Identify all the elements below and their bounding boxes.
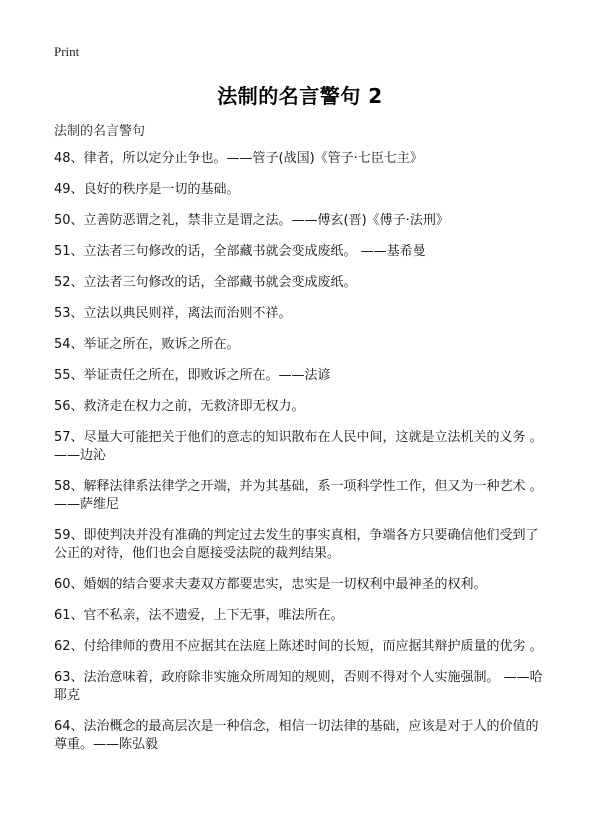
quote-item-51: 51、立法者三句修改的话，全部藏书就会变成废纸。 ——基希曼 bbox=[54, 244, 426, 259]
quote-item-58: 58、解释法律系法律学之开端，并为其基础，系一项科学性工作，但又为一种艺术 。 ——萨维尼 bbox=[54, 479, 543, 512]
quote-item-48: 48、律者，所以定分止争也。——管子(战国)《管子·七臣七主》 bbox=[54, 151, 423, 166]
quote-item-49: 49、良好的秩序是一切的基础。 bbox=[54, 182, 240, 197]
quote-item-63: 63、法治意味着，政府除非实施众所周知的规则，否则不得对个人实施强制。 ——哈耶克 bbox=[54, 670, 543, 703]
quote-item-53: 53、立法以典民则祥，离法而治则不祥。 bbox=[54, 306, 292, 321]
quote-item-55: 55、举证责任之所在，即败诉之所在。——法谚 bbox=[54, 368, 331, 383]
quote-item-62: 62、付给律师的费用不应据其在法庭上陈述时间的长短，而应据其辩护质量的优劣 。 bbox=[54, 639, 543, 654]
page-title: 法制的名言警句 2 bbox=[217, 84, 383, 108]
quote-item-61: 61、官不私亲，法不遗爱，上下无事，唯法所在。 bbox=[54, 608, 344, 623]
print-label: Print bbox=[54, 44, 80, 59]
quote-item-54: 54、举证之所在，败诉之所在。 bbox=[54, 337, 240, 352]
quote-item-59: 59、即使判决并没有准确的判定过去发生的事实真相，争端各方只要确信他们受到了公正的对待，他们也会自愿接受法院的裁判结果。 bbox=[54, 528, 539, 561]
quote-item-57: 57、尽量大可能把关于他们的意志的知识散布在人民中间，这就是立法机关的义务 。 ——边沁 bbox=[54, 430, 543, 463]
quote-item-64: 64、法治概念的最高层次是一种信念，相信一切法律的基础，应该是对于人的价值的尊重。——陈弘毅 bbox=[54, 719, 539, 752]
quote-item-56: 56、救济走在权力之前，无救济即无权力。 bbox=[54, 399, 305, 414]
quote-item-52: 52、立法者三句修改的话，全部藏书就会变成废纸。 bbox=[54, 275, 357, 290]
quote-item-60: 60、婚姻的结合要求夫妻双方都要忠实，忠实是一切权利中最神圣的权利。 bbox=[54, 577, 487, 592]
quote-list bbox=[54, 150, 550, 767]
quote-item-50: 50、立善防恶谓之礼，禁非立是谓之法。——傅玄(晋)《傅子·法刑》 bbox=[54, 213, 449, 228]
section-subtitle: 法制的名言警句 bbox=[54, 124, 146, 139]
